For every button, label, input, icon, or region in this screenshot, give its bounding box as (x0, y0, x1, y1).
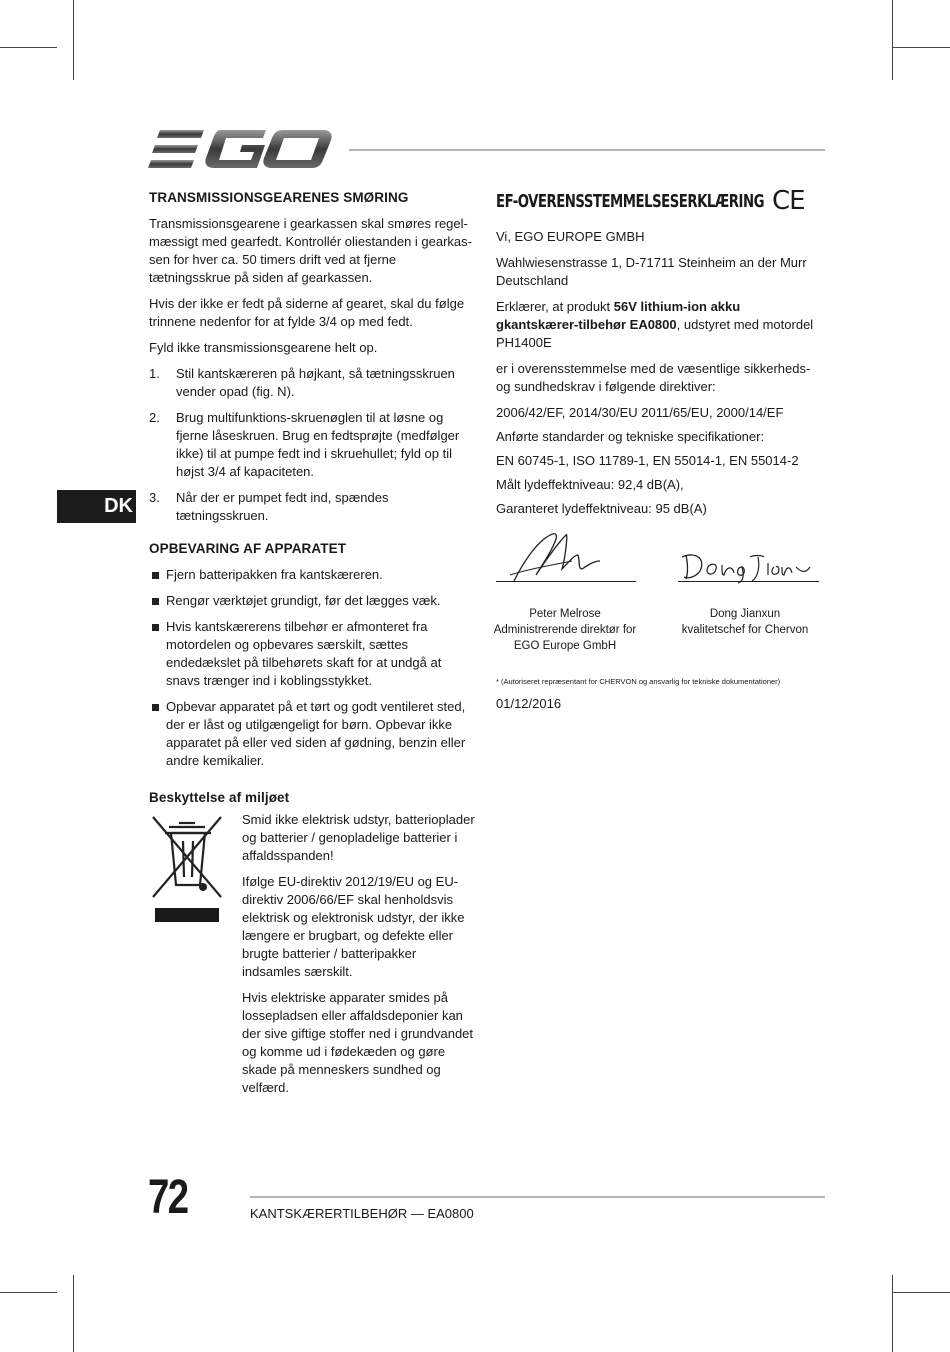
transmission-para-3: Fyld ikke transmissionsgearene helt op. (149, 340, 378, 355)
right-column (496, 186, 826, 526)
signatory-2 (660, 606, 830, 638)
environment-para-1: Smid ikke elektrisk udstyr, batterioplader og batterier / genopladelige batterier i affaldsspanden! (242, 812, 475, 863)
standards-label: Anførte standarder og tekniske specifikationer: (496, 429, 765, 444)
language-tab (57, 490, 136, 523)
signature-peter-melrose (508, 525, 618, 585)
signatory-role: kvalitetschef for Chervon (681, 624, 809, 636)
address: Wahlwiesenstrasse 1, D-71711 Steinheim an der Murr Deutschland (496, 255, 807, 288)
signatory-name: Peter Melrose (529, 608, 601, 620)
crop-mark (73, 0, 74, 80)
transmission-heading: TRANSMISSIONSGEARENES SMØRING (149, 190, 409, 205)
environment-heading: Beskyttelse af miljøet (149, 790, 290, 805)
directives: 2006/42/EF, 2014/30/EU 2011/65/EU, 2000/14/EF (496, 405, 784, 420)
storage-heading: OPBEVARING AF APPARATET (149, 541, 347, 556)
storage-list (149, 566, 477, 770)
crop-mark (892, 0, 893, 80)
list-item (149, 409, 477, 481)
environment-para-3: Hvis elektriske apparater smides på lossepladsen eller affaldsdeponier kan der sive giftige stoffer ned i grundvandet og komme ud i fødekæden og gøre skade på menneskers sundhed og velfærd. (242, 990, 474, 1095)
environment-para-2: Ifølge EU-direktiv 2012/19/EU og EU-direktiv 2006/66/EF skal henholdsvis elektrisk og elektronisk udstyr, der ikke længere er brugbart, og defekte eller brugte batterier / batteripakker indsamles særskilt. (242, 874, 465, 979)
standards: EN 60745-1, ISO 11789-1, EN 55014-1, EN 55014-2 (496, 453, 799, 468)
declaration-title: EF-OVERENSSTEMMELSESERKLÆRING (496, 190, 764, 212)
transmission-para-2: Hvis der ikke er fedt på siderne af gearet, skal du følge trinnene nedenfor for at fylde 3/4 op med fedt. (149, 296, 465, 329)
storage-item-text: Fjern batteripakken fra kantskæreren. (166, 567, 383, 582)
ego-logo-icon (148, 126, 333, 172)
ego-logo (148, 126, 333, 172)
environment-section (149, 811, 477, 1097)
bullet-icon (152, 598, 159, 605)
signatory-role: Administrerende direktør for (493, 624, 637, 636)
list-item (149, 489, 477, 525)
crossed-out-wheelie-bin-icon (151, 815, 223, 925)
signature-dong-jianxun (678, 545, 818, 585)
crop-mark (0, 1292, 57, 1293)
list-item (149, 698, 477, 770)
signatory-1 (480, 606, 650, 654)
logo-text: EGO (148, 126, 151, 127)
bullet-icon (152, 624, 159, 631)
step-text: Brug multifunktions-skruenøglen til at løsne og fjerne låseskruen. Brug en fedtsprøjte (medfølger ikke) til at pumpe fedt ind i skruehullet; fyld op til højst 3/4 af kapaciteten. (176, 410, 460, 479)
declaration-product (496, 298, 826, 352)
footer-rule (250, 1196, 825, 1198)
step-number: 2. (149, 410, 160, 425)
declaration-date: 01/12/2016 (496, 696, 562, 711)
step-number: 3. (149, 490, 160, 505)
measured-sound-level: Målt lydeffektniveau: 92,4 dB(A), (496, 477, 684, 492)
list-item (149, 365, 477, 401)
crop-mark (0, 47, 57, 48)
storage-item-text: Rengør værktøjet grundigt, før det lægges væk. (166, 593, 441, 608)
signatory-name: Dong Jianxun (709, 608, 781, 620)
list-item (149, 566, 477, 584)
step-text: Stil kantskæreren på højkant, så tætningsskruen vender opad (fig. N). (176, 366, 455, 399)
signature-line (678, 581, 819, 582)
transmission-steps (149, 365, 477, 525)
footer-title: KANTSKÆRERTILBEHØR — EA0800 (250, 1206, 474, 1221)
bullet-icon (152, 704, 159, 711)
bullet-icon (152, 572, 159, 579)
signature-line (496, 581, 636, 582)
crop-mark (892, 1292, 950, 1293)
header-rule (349, 149, 825, 151)
conformity-text: er i overensstemmelse med de væsentlige sikkerheds- og sundhedskrav i følgende direktiver: (496, 361, 811, 394)
declare-suffix: , udstyret med motordel PH1400E (496, 317, 814, 350)
storage-item-text: Hvis kantskærerens tilbehør er afmonteret fra motordelen og opbevares særskilt, sættes endedækslet på tilbehørets skaft for at undgå at snavs trænger ind i koblingsstykket. (166, 619, 442, 688)
language-tab-label: DK (104, 495, 133, 517)
list-item (149, 618, 477, 690)
ce-mark-icon: CE (772, 186, 805, 216)
left-column (149, 190, 477, 1105)
declaration-title-row (496, 186, 826, 216)
crop-mark (892, 1275, 893, 1352)
crop-mark (892, 47, 950, 48)
transmission-para-1: Transmissionsgearene i gearkassen skal smøres regel-mæssigt med gearfedt. Kontrollér oliestanden i gearkas-sen for hver ca. 50 timers drift ved at fjerne tætningsskrue på siden af gearkassen. (149, 216, 472, 285)
guaranteed-sound-level: Garanteret lydeffektniveau: 95 dB(A) (496, 501, 707, 516)
declare-prefix: Erklærer, at produkt (496, 299, 614, 314)
crop-mark (73, 1275, 74, 1352)
step-text: Når der er pumpet fedt ind, spændes tætningsskruen. (176, 490, 389, 523)
environment-text (242, 811, 477, 1097)
declare-product: 56V lithium-ion akku gkantskærer-tilbehør EA0800 (496, 299, 741, 332)
footnote: * (Autoriseret repræsentant for CHERVON og ansvarlig for tekniske dokumentationer) (496, 677, 781, 686)
list-item (149, 592, 477, 610)
step-number: 1. (149, 366, 160, 381)
company: Vi, EGO EUROPE GMBH (496, 229, 645, 244)
storage-item-text: Opbevar apparatet på et tørt og godt ventileret sted, der er låst og utilgængeligt for børn. Opbevar ikke apparatet på eller ved siden af gødning, benzin eller andre kemikalier. (166, 699, 466, 768)
page-number: 72 (148, 1171, 188, 1224)
signatory-org: EGO Europe GmbH (513, 640, 617, 652)
